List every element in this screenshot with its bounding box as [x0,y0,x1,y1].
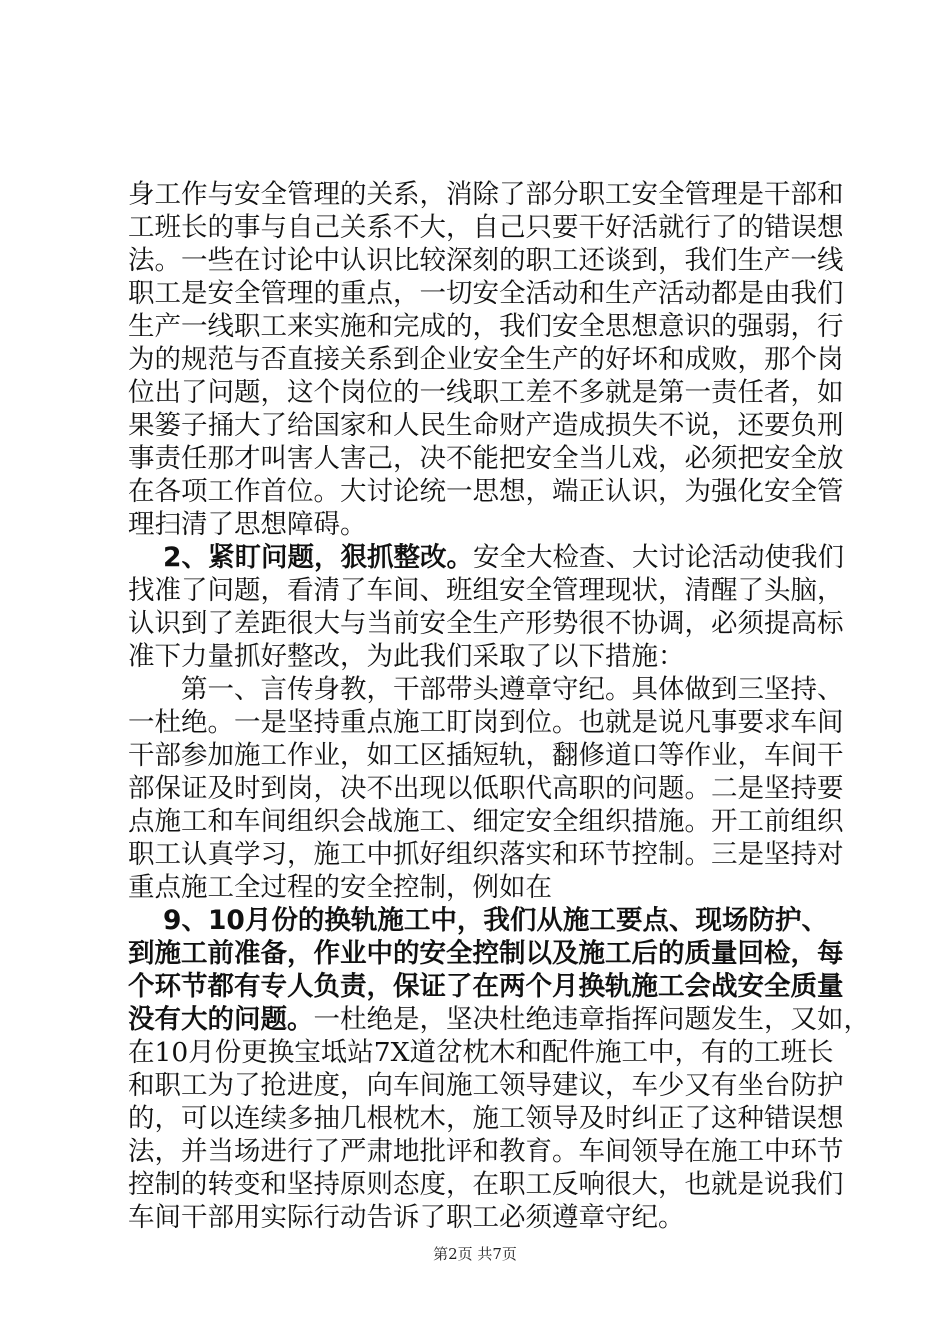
paragraph-4-bold-text: 没有大的问题。 [128,1004,314,1035]
paragraph-2-heading: 2、紧盯问题，狠抓整改。 [163,542,473,573]
paragraph-3-line: 干部参加施工作业，如工区插短轨，翻修道口等作业，车间干 [128,740,844,771]
paragraph-1-line: 果篓子捅大了给国家和人民生命财产造成损失不说，还要负刑 [128,410,844,441]
paragraph-1-line: 职工是安全管理的重点，一切安全活动和生产活动都是由我们 [128,278,844,309]
paragraph-4-bold-text: 9、10月份的换轨施工中，我们从施工要点、现场防护、 [163,905,828,936]
paragraph-1-line: 理扫清了思想障碍。 [128,509,367,540]
paragraph-1-line: 生产一线职工来实施和完成的，我们安全思想意识的强弱，行 [128,311,844,342]
paragraph-2-line: 找准了问题，看清了车间、班组安全管理现状，清醒了头脑， [128,575,844,606]
paragraph-4-line: 在10月份更换宝坻站7X道岔枕木和配件施工中，有的工班长 [128,1037,834,1068]
paragraph-4-mixed-line [128,1003,870,1037]
paragraph-3-line: 一杜绝。一是坚持重点施工盯岗到位。也就是说凡事要求车间 [128,707,844,738]
paragraph-3-line: 部保证及时到岗，决不出现以低职代高职的问题。二是坚持要 [128,773,844,804]
paragraph-1-line: 位出了问题，这个岗位的一线职工差不多就是第一责任者，如 [128,377,844,408]
paragraph-4-bold-line [128,970,844,1004]
paragraph-1-line: 为的规范与否直接关系到企业安全生产的好坏和成败，那个岗 [128,344,844,375]
paragraph-4-line: 和职工为了抢进度，向车间施工领导建议，车少又有坐台防护 [128,1070,844,1101]
paragraph-4-bold-line [128,937,844,971]
paragraph-3-line: 重点施工全过程的安全控制，例如在 [128,872,552,903]
paragraph-4-bold-text: 个环节都有专人负责，保证了在两个月换轨施工会战安全质量 [128,971,844,1002]
paragraph-2-text: 安全大检查、大讨论活动使我们 [472,542,844,573]
paragraph-4-bold-text: 到施工前准备，作业中的安全控制以及施工后的质量回检，每 [128,938,844,969]
paragraph-2-first-line [163,541,844,575]
paragraph-4-bold-line [163,904,828,938]
paragraph-3-line: 点施工和车间组织会战施工、细定安全组织措施。开工前组织 [128,806,844,837]
paragraph-1-line: 在各项工作首位。大讨论统一思想，端正认识，为强化安全管 [128,476,844,507]
paragraph-4-line: 车间干部用实际行动告诉了职工必须遵章守纪。 [128,1202,685,1233]
paragraph-4-text: 一杜绝是，坚决杜绝违章指挥问题发生，又如， [313,1004,870,1035]
paragraph-3-first-line: 第一、言传身教，干部带头遵章守纪。具体做到三坚持、 [181,674,844,705]
paragraph-4-line: 法，并当场进行了严肃地批评和教育。车间领导在施工中环节 [128,1136,844,1167]
paragraph-1-line: 身工作与安全管理的关系，消除了部分职工安全管理是干部和 [128,179,844,210]
page-footer: 第2页 共7页 [433,1245,517,1263]
paragraph-1-line: 事责任那才叫害人害己，决不能把安全当儿戏，必须把安全放 [128,443,844,474]
paragraph-2-line: 认识到了差距很大与当前安全生产形势很不协调，必须提高标 [128,608,844,639]
paragraph-4-line: 的，可以连续多抽几根枕木，施工领导及时纠正了这种错误想 [128,1103,844,1134]
paragraph-1-line: 工班长的事与自己关系不大，自己只要干好活就行了的错误想 [128,212,844,243]
paragraph-3-line: 职工认真学习，施工中抓好组织落实和环节控制。三是坚持对 [128,839,844,870]
paragraph-1-line: 法。一些在讨论中认识比较深刻的职工还谈到，我们生产一线 [128,245,844,276]
paragraph-2-line: 准下力量抓好整改，为此我们采取了以下措施： [128,641,685,672]
paragraph-4-line: 控制的转变和坚持原则态度，在职工反响很大，也就是说我们 [128,1169,844,1200]
